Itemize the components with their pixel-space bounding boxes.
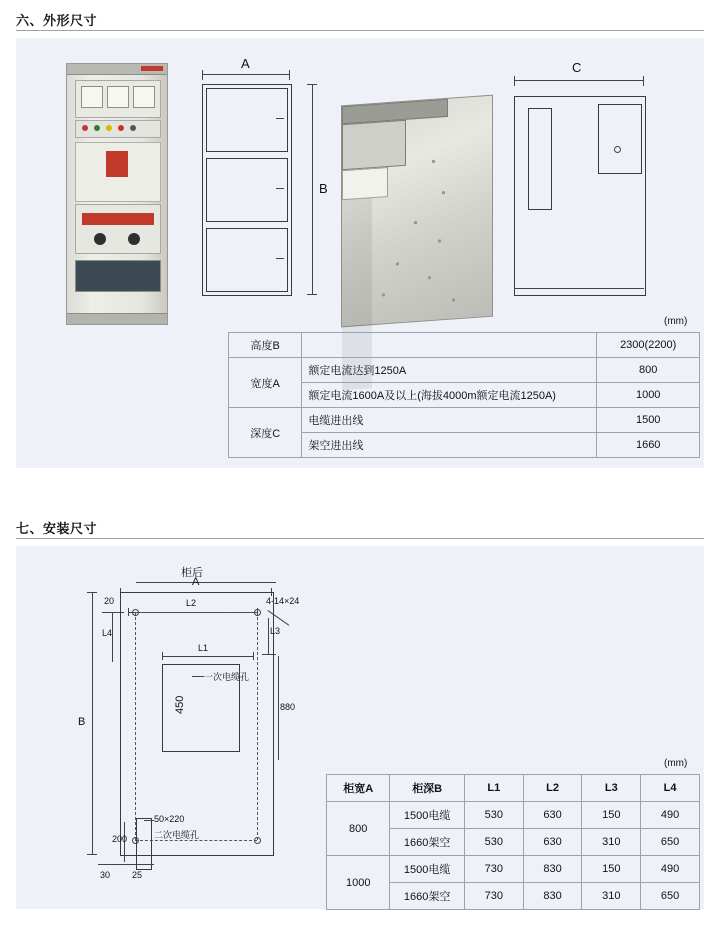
- switchgear-cabinet-illustration: [66, 63, 168, 325]
- cell-l4-r1: 490: [641, 802, 700, 829]
- photo-window-inner: [342, 167, 388, 200]
- table-header-row: [327, 775, 700, 802]
- cell-width-value-1: 800: [597, 358, 700, 383]
- cell-depth-r4: 1660架空: [390, 883, 464, 910]
- label-secondary-hole-size: 50×220: [154, 814, 185, 824]
- label-cabinet-back: 柜后: [181, 567, 203, 579]
- outline-dimensions-table: [228, 332, 700, 458]
- back-reference-line: [136, 582, 276, 583]
- mounting-dashed-right: [257, 612, 258, 840]
- mounting-hole-icon: [254, 837, 261, 844]
- header-cabinet-depth: 柜深B: [390, 775, 464, 802]
- dimension-tick: [643, 76, 644, 86]
- side-view-base-line: [514, 288, 644, 289]
- cell-width-label: 宽度A: [229, 358, 302, 408]
- label-mounting-holes: 4-14×24: [266, 596, 300, 606]
- cell-l4-r4: 650: [641, 883, 700, 910]
- label-primary-cable-hole: 一次电缆孔: [204, 672, 250, 682]
- cabinet-red-bar: [82, 213, 154, 225]
- dimension-label-880: 880: [280, 702, 296, 712]
- section-divider-1: [16, 30, 704, 31]
- cell-width-800: 800: [327, 802, 390, 856]
- dimension-label-20: 20: [104, 596, 115, 606]
- cabinet-red-label: [106, 151, 128, 177]
- dimension-line-B: [312, 84, 313, 294]
- cell-width-cond-2: 额定电流1600A及以上(海拔4000m额定电流1250A): [302, 383, 597, 408]
- dimension-label-30: 30: [100, 870, 111, 880]
- cell-l2-r3: 830: [523, 856, 582, 883]
- side-view-inner-panel: [528, 108, 552, 210]
- dimension-label-B2: B: [78, 716, 86, 728]
- cabinet-indicator-row: [75, 120, 161, 138]
- unit-label-installation: (mm): [664, 758, 688, 769]
- cell-l1-r1: 530: [464, 802, 523, 829]
- side-view-circle-mark: [614, 146, 621, 153]
- header-L2: L2: [523, 775, 582, 802]
- front-view-latch-mark: [276, 188, 284, 189]
- header-L3: L3: [582, 775, 641, 802]
- dimension-label-L1: L1: [198, 643, 209, 653]
- dimension-line-L4: [112, 612, 113, 662]
- photo-window-frame: [342, 120, 406, 170]
- header-L1: L1: [464, 775, 523, 802]
- dimension-line-C: [514, 80, 644, 81]
- cell-depth-r3: 1500电缆: [390, 856, 464, 883]
- dimension-label-L3: L3: [270, 626, 281, 636]
- dimension-tick: [307, 294, 317, 295]
- table-row: [229, 408, 700, 433]
- dimension-label-B: B: [319, 181, 328, 196]
- dimension-tick: [307, 84, 317, 85]
- side-view-upper-box: [598, 104, 642, 174]
- dimension-tick: [253, 652, 254, 660]
- dimension-tick: [162, 652, 163, 660]
- primary-hole-leader: [192, 676, 204, 677]
- meter-icon: [133, 86, 155, 108]
- table-row: [327, 802, 700, 829]
- front-view-latch-mark: [276, 258, 284, 259]
- cell-height-cond: [302, 333, 597, 358]
- section-title-installation-dimensions: 七、安装尺寸: [16, 521, 98, 536]
- cell-l2-r4: 830: [523, 883, 582, 910]
- meter-icon: [81, 86, 103, 108]
- header-L4: L4: [641, 775, 700, 802]
- dimension-label-A: A: [241, 56, 250, 71]
- dimension-label-L2: L2: [186, 598, 197, 608]
- dimension-tick: [262, 654, 276, 655]
- cabinet-knob-icon: [94, 233, 106, 245]
- dimension-line-A: [202, 74, 290, 75]
- cabinet-internal-photo: [341, 95, 493, 328]
- cell-l1-r4: 730: [464, 883, 523, 910]
- mounting-dashed-top: [135, 612, 257, 613]
- front-view-latch-mark: [276, 118, 284, 119]
- cell-l3-r4: 310: [582, 883, 641, 910]
- dimension-line-L1: [162, 656, 254, 657]
- cell-height-label: 高度B: [229, 333, 302, 358]
- table-row: [229, 333, 700, 358]
- dimension-line-L3: [268, 618, 269, 654]
- dimension-label-C: C: [572, 60, 582, 75]
- dimension-line-880: [278, 656, 279, 760]
- dimension-tick: [202, 70, 203, 80]
- cell-height-value: 2300(2200): [597, 333, 700, 358]
- cell-width-value-2: 1000: [597, 383, 700, 408]
- cell-depth-cond-2: 架空进出线: [302, 433, 597, 458]
- cell-width-cond-1: 额定电流达到1250A: [302, 358, 597, 383]
- dimension-line-B2: [92, 592, 93, 854]
- cell-depth-value-2: 1660: [597, 433, 700, 458]
- dimension-label-L4: L4: [102, 628, 113, 638]
- dimension-label-A2: A: [192, 576, 200, 588]
- installation-dimensions-table: [326, 774, 700, 910]
- label-secondary-cable-hole: 二次电缆孔: [154, 830, 200, 840]
- header-cabinet-width: 柜宽A: [327, 775, 390, 802]
- table-row: [327, 856, 700, 883]
- dimension-tick: [87, 592, 97, 593]
- cell-l3-r1: 150: [582, 802, 641, 829]
- dimension-label-200: 200: [112, 834, 128, 844]
- dimension-tick: [289, 70, 290, 80]
- cell-l4-r2: 650: [641, 829, 700, 856]
- dimension-label-25: 25: [132, 870, 143, 880]
- dimension-line-bottom: [98, 864, 154, 865]
- unit-label-outline: (mm): [664, 316, 688, 327]
- dimension-tick: [514, 76, 515, 86]
- cabinet-door-compartment: [75, 204, 161, 254]
- mounting-hole-icon: [132, 609, 139, 616]
- front-view-outline: [202, 84, 292, 296]
- cell-depth-value-1: 1500: [597, 408, 700, 433]
- cell-width-1000: 1000: [327, 856, 390, 910]
- section-divider-2: [16, 538, 704, 539]
- installation-dimensions-panel: [16, 546, 704, 909]
- cabinet-top-band: [67, 64, 167, 75]
- mounting-hole-icon: [254, 609, 261, 616]
- mounting-dashed-left: [135, 612, 136, 840]
- secondary-hole-leader: [144, 820, 154, 821]
- cell-l1-r3: 730: [464, 856, 523, 883]
- cell-depth-r1: 1500电缆: [390, 802, 464, 829]
- cell-l3-r3: 150: [582, 856, 641, 883]
- cell-l4-r3: 490: [641, 856, 700, 883]
- cell-l2-r1: 630: [523, 802, 582, 829]
- cabinet-brand-mark: [141, 66, 163, 71]
- cabinet-knob-icon: [128, 233, 140, 245]
- meter-icon: [107, 86, 129, 108]
- cabinet-base: [67, 313, 167, 324]
- cabinet-lower-compartment: [75, 260, 161, 292]
- dimension-label-450: 450: [174, 695, 186, 714]
- outline-dimensions-panel: [16, 38, 704, 468]
- cabinet-mid-compartment: [75, 142, 161, 202]
- table-row: [229, 358, 700, 383]
- cell-depth-label: 深度C: [229, 408, 302, 458]
- cell-depth-cond-1: 电缆进出线: [302, 408, 597, 433]
- cell-l3-r2: 310: [582, 829, 641, 856]
- cabinet-instrument-panel: [75, 80, 161, 118]
- cell-depth-r2: 1660架空: [390, 829, 464, 856]
- secondary-cable-hole: [136, 818, 152, 870]
- section-title-outline-dimensions: 六、外形尺寸: [16, 13, 98, 28]
- cell-l1-r2: 530: [464, 829, 523, 856]
- dimension-tick: [87, 854, 97, 855]
- cell-l2-r2: 630: [523, 829, 582, 856]
